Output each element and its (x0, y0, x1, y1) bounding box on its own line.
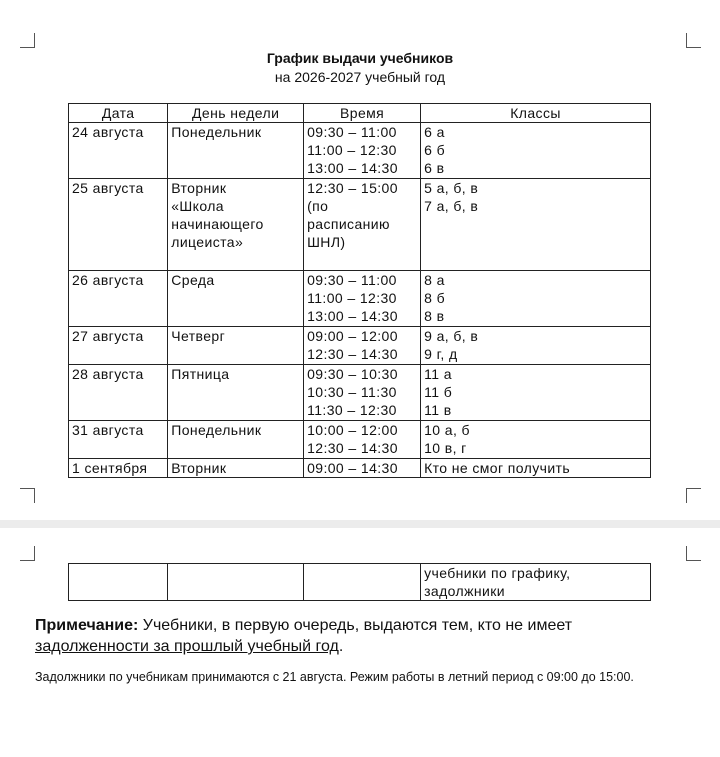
cell-classes (421, 123, 651, 179)
schedule-table (68, 103, 651, 478)
cell-line: 6 а (424, 124, 445, 140)
header-classes: Классы (421, 104, 651, 123)
footer-text: Задолжники по учебникам принимаются с 21 августа. Режим работы в летний период с 09:00 до 15:00. (35, 670, 634, 684)
cell-line: 9 г, д (424, 346, 458, 362)
cell-line: 31 августа (72, 422, 144, 438)
header-date: Дата (69, 104, 168, 123)
cell-line: 10:30 – 11:30 (307, 384, 397, 400)
note-underlined-text: задолженности за прошлый учебный год (35, 638, 339, 655)
cell-line: 11:00 – 12:30 (307, 142, 397, 158)
crop-mark (686, 488, 701, 503)
cell-line: 11 а (424, 366, 452, 382)
header-day: День недели (168, 104, 304, 123)
cell-line: задолжники (424, 583, 505, 599)
cell-line: 8 а (424, 272, 445, 288)
cell-classes (421, 421, 651, 459)
cell-date (69, 271, 168, 327)
cell-line: 11:00 – 12:30 (307, 290, 397, 306)
cell-line: 12:30 – 14:30 (307, 440, 398, 456)
cell-classes (421, 365, 651, 421)
cell-line: 09:30 – 10:30 (307, 366, 398, 382)
cell-day (168, 327, 304, 365)
table-row (69, 421, 651, 459)
note-paragraph (35, 615, 655, 657)
cell-line: 25 августа (72, 180, 144, 196)
cell-date (69, 123, 168, 179)
cell-line: «Школа (171, 198, 224, 214)
cell-line: Вторник (171, 180, 227, 196)
cell-line: 8 б (424, 290, 445, 306)
note-text: Учебники, в первую очередь, выдаются тем, кто не имеет (138, 617, 573, 634)
cell-line: 09:30 – 11:00 (307, 124, 397, 140)
cell-day (168, 421, 304, 459)
table-header-row (69, 104, 651, 123)
cell-line: 6 в (424, 160, 445, 176)
cell-day (168, 123, 304, 179)
table-row (69, 365, 651, 421)
cell-line: 12:30 – 15:00 (307, 180, 398, 196)
crop-mark (20, 546, 35, 561)
table-row (69, 271, 651, 327)
cell-classes (421, 459, 651, 478)
cell-date (69, 327, 168, 365)
cell-time (304, 365, 421, 421)
table-row (69, 564, 651, 601)
cell-classes (421, 327, 651, 365)
cell-time (304, 421, 421, 459)
cell-line: 10 а, б (424, 422, 470, 438)
cell-line: 28 августа (72, 366, 144, 382)
cell-date (69, 365, 168, 421)
cell-time (304, 271, 421, 327)
document-subtitle: на 2026-2027 учебный год (274, 69, 446, 85)
cell-line: 12:30 – 14:30 (307, 346, 398, 362)
cell-line: учебники по графику, (424, 565, 571, 581)
note-end: . (338, 638, 344, 655)
cell-day (168, 365, 304, 421)
cell-line: 11 в (424, 402, 452, 418)
table-row (69, 179, 651, 271)
cell-line: Понедельник (171, 422, 262, 438)
cell-line: 13:00 – 14:30 (307, 160, 398, 176)
cell-line: 11:30 – 12:30 (307, 402, 397, 418)
crop-mark (20, 33, 35, 48)
cell-line: Вторник (171, 460, 227, 476)
cell-line: 09:30 – 11:00 (307, 272, 397, 288)
cell-line: 9 а, б, в (424, 328, 479, 344)
cell-time (304, 123, 421, 179)
cell-line: 27 августа (72, 328, 144, 344)
schedule-body (69, 123, 651, 478)
cell-time (304, 327, 421, 365)
cell-classes (421, 271, 651, 327)
table-row (69, 123, 651, 179)
cell-date (69, 459, 168, 478)
cell-line: 7 а, б, в (424, 198, 479, 214)
cell-line: 1 сентября (72, 460, 148, 476)
crop-mark (20, 488, 35, 503)
cell-day (168, 179, 304, 271)
cell-line: лицеиста» (171, 234, 244, 250)
cell-date (69, 564, 168, 601)
cell-line: 8 в (424, 308, 445, 324)
cell-line: 10 в, г (424, 440, 467, 456)
cell-date (69, 179, 168, 271)
cell-time (304, 459, 421, 478)
table-row (69, 327, 651, 365)
table-row (69, 459, 651, 478)
cell-line: 09:00 – 12:00 (307, 328, 398, 344)
cell-line: 26 августа (72, 272, 144, 288)
cell-classes (421, 564, 651, 601)
cell-line: Четверг (171, 328, 226, 344)
cell-line: Понедельник (171, 124, 262, 140)
cell-line: 24 августа (72, 124, 144, 140)
cell-day (168, 564, 304, 601)
cell-line: ШНЛ) (307, 234, 346, 250)
note-label: Примечание: (35, 617, 139, 634)
cell-time (304, 179, 421, 271)
header-time: Время (304, 104, 421, 123)
crop-mark (686, 33, 701, 48)
cell-line: 5 а, б, в (424, 180, 479, 196)
cell-line: 6 б (424, 142, 445, 158)
cell-day (168, 459, 304, 478)
cell-line: расписанию (307, 216, 390, 232)
document-title: График выдачи учебников (266, 50, 454, 66)
cell-time (304, 564, 421, 601)
cell-line: 10:00 – 12:00 (307, 422, 398, 438)
cell-line: (по (307, 198, 329, 214)
crop-mark (686, 546, 701, 561)
cell-line: Среда (171, 272, 215, 288)
cell-line: Кто не смог получить (424, 460, 571, 476)
cell-line: 13:00 – 14:30 (307, 308, 398, 324)
cell-line: 11 б (424, 384, 453, 400)
cell-classes (421, 179, 651, 271)
cell-line: Пятница (171, 366, 230, 382)
cell-line: начинающего (171, 216, 264, 232)
schedule-table-continuation (68, 563, 651, 601)
cell-day (168, 271, 304, 327)
cell-date (69, 421, 168, 459)
cell-line: 09:00 – 14:30 (307, 460, 398, 476)
